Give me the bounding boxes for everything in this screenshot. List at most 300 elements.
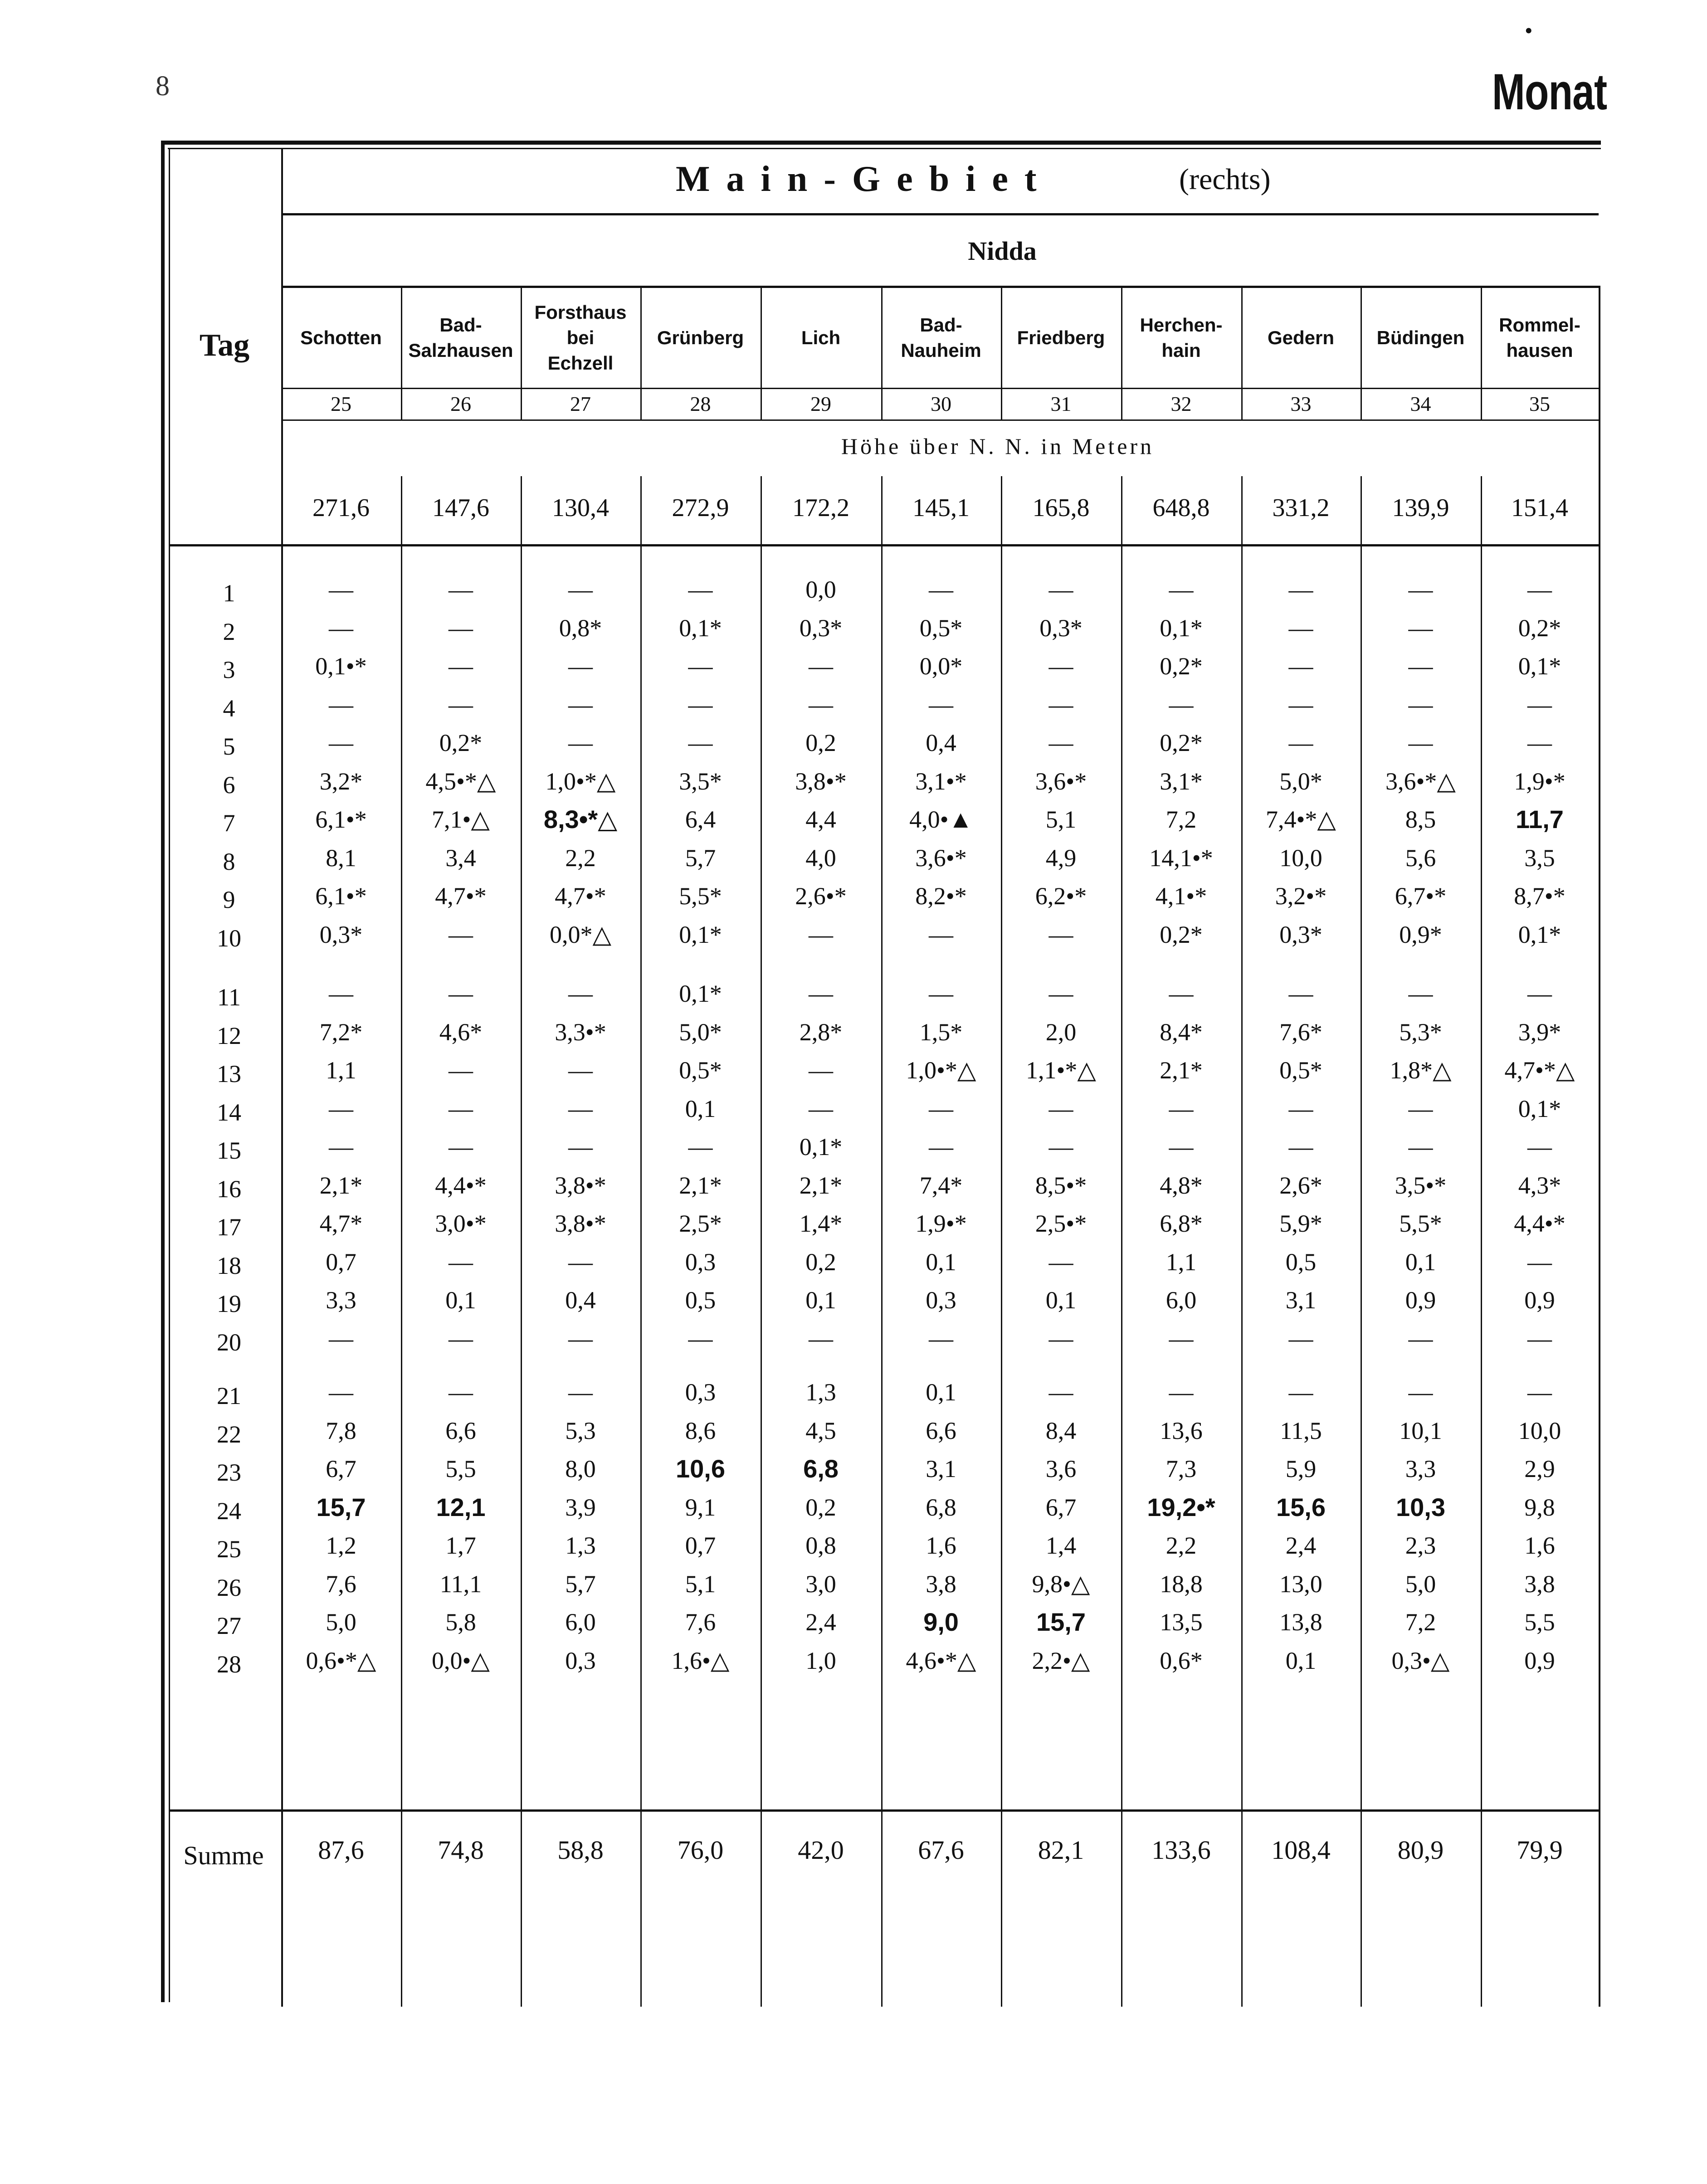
precip-cell: —	[1288, 1379, 1313, 1406]
elevation-label: Höhe über N. N. in Metern	[841, 434, 1155, 459]
precip-cell: —	[688, 1133, 713, 1160]
precip-cell: 4,0•▲	[909, 806, 973, 833]
precip-cell: —	[568, 576, 593, 603]
precip-cell: 0,1	[685, 1095, 716, 1122]
precip-cell: —	[1049, 1095, 1073, 1122]
precip-cell: 10,3	[1396, 1493, 1445, 1521]
precip-cell: 0,9	[1405, 1287, 1436, 1314]
day-column-header: Tag	[199, 328, 250, 363]
precip-cell: 3,3	[1405, 1455, 1436, 1482]
precip-cell: 0,0*△	[549, 921, 612, 948]
precip-cell: —	[1288, 653, 1313, 680]
precip-cell: 3,1	[926, 1455, 956, 1482]
precip-cell: 6,1•*	[315, 882, 367, 910]
station-name: Friedberg	[1017, 327, 1105, 348]
precip-cell: 8,7•*	[1514, 882, 1566, 910]
precip-cell: —	[1408, 729, 1433, 756]
precip-cell: 1,6•△	[671, 1647, 730, 1674]
precip-cell: 14,1•*	[1149, 844, 1213, 872]
day-number: 8	[223, 848, 235, 875]
day-number: 5	[223, 733, 235, 760]
day-number: 27	[217, 1612, 241, 1639]
precip-cell: 6,7	[326, 1455, 356, 1482]
precip-cell: 3,8•*	[555, 1172, 606, 1199]
precip-cell: —	[1527, 576, 1552, 603]
station-number: 30	[931, 392, 951, 415]
precip-cell: 1,1•*△	[1026, 1057, 1096, 1084]
precip-cell: —	[329, 576, 353, 603]
precip-cell: —	[568, 980, 593, 1007]
day-number: 9	[223, 886, 235, 913]
precip-cell: 1,0•*△	[906, 1057, 976, 1084]
station-name: Forsthaus bei Echzell	[534, 302, 627, 374]
precip-cell: 0,0•△	[432, 1647, 490, 1674]
precip-cell: 0,3*	[799, 614, 843, 642]
station-name: Schotten	[300, 327, 382, 348]
precip-cell: 0,3	[565, 1647, 596, 1674]
precip-cell: 1,5*	[919, 1019, 963, 1046]
precip-cell: 0,2*	[1160, 729, 1203, 756]
precip-cell: —	[929, 921, 953, 948]
precip-cell: —	[1288, 576, 1313, 603]
precip-cell: 5,9*	[1279, 1210, 1322, 1237]
table-title-suffix: (rechts)	[1179, 163, 1271, 196]
day-number: 2	[223, 618, 235, 645]
precip-cell: 3,6	[1045, 1455, 1077, 1482]
station-name: Büdingen	[1376, 327, 1465, 348]
precip-cell: 9,8•△	[1032, 1570, 1090, 1598]
station-number: 31	[1050, 392, 1072, 415]
precip-cell: 11,7	[1516, 805, 1564, 834]
precip-cell: —	[1169, 1325, 1194, 1352]
precip-cell: —	[1288, 980, 1313, 1007]
precip-cell: 0,2	[805, 1494, 836, 1521]
precip-cell: —	[1527, 1325, 1552, 1352]
precip-cell: 0,2*	[1160, 921, 1203, 948]
precip-cell: 4,9	[1045, 844, 1077, 872]
precip-cell: 0,0*	[919, 653, 963, 680]
precip-cell: 0,0	[805, 576, 836, 603]
day-number: 22	[217, 1421, 241, 1448]
precip-cell: 7,6*	[1279, 1019, 1322, 1046]
precip-cell: 5,1	[1045, 806, 1077, 833]
precip-cell: —	[1049, 980, 1073, 1007]
station-elevation: 151,4	[1511, 494, 1568, 522]
precip-cell: 19,2•*	[1147, 1493, 1215, 1521]
grid-line	[169, 148, 170, 2002]
precip-cell: 5,0*	[1279, 768, 1322, 795]
station-number: 35	[1529, 392, 1550, 415]
precip-cell: 1,8*△	[1390, 1057, 1452, 1084]
grid-line	[169, 544, 1599, 546]
precip-cell: 13,5	[1160, 1609, 1203, 1636]
precip-cell: —	[1408, 653, 1433, 680]
station-number: 25	[331, 392, 351, 415]
precip-cell: 4,0	[805, 844, 836, 872]
station-name: Lich	[801, 327, 841, 348]
precip-cell: —	[1288, 729, 1313, 756]
sum-cell: 82,1	[1038, 1835, 1084, 1865]
precip-cell: 4,3*	[1518, 1172, 1561, 1199]
day-number: 12	[217, 1022, 241, 1049]
precip-cell: —	[929, 1325, 953, 1352]
day-number: 16	[217, 1175, 241, 1203]
precip-cell: 0,1	[805, 1287, 836, 1314]
precip-cell: 4,7*	[319, 1210, 363, 1237]
precip-cell: 6,8*	[1160, 1210, 1203, 1237]
precip-cell: 0,9*	[1399, 921, 1442, 948]
precip-cell: 8,4	[1045, 1417, 1077, 1444]
precip-cell: —	[1169, 691, 1194, 718]
month-label: Monat	[1492, 63, 1607, 120]
precip-cell: —	[809, 1057, 833, 1084]
day-number: 18	[217, 1252, 241, 1279]
station-name: Gedern	[1267, 327, 1335, 348]
station-number: 28	[690, 392, 711, 415]
precip-cell: —	[329, 691, 353, 718]
precip-cell: —	[809, 921, 833, 948]
precip-cell: 5,7	[685, 844, 716, 872]
precip-cell: 11,5	[1280, 1417, 1322, 1444]
precip-cell: 5,3*	[1399, 1019, 1442, 1046]
precip-cell: 5,7	[565, 1570, 596, 1598]
precip-cell: —	[449, 1095, 473, 1122]
station-number: 32	[1171, 392, 1192, 415]
sum-cell: 42,0	[798, 1835, 844, 1865]
precip-cell: 4,7•*	[555, 882, 606, 910]
day-number: 23	[217, 1459, 241, 1486]
precip-cell: —	[1169, 1379, 1194, 1406]
grid-line	[161, 141, 165, 2002]
precip-cell: 7,3	[1166, 1455, 1197, 1482]
precip-cell: 0,3•△	[1391, 1647, 1450, 1674]
precip-cell: 6,0	[565, 1609, 596, 1636]
precip-cell: 0,9	[1524, 1647, 1555, 1674]
precip-cell: 1,9•*	[1514, 768, 1566, 795]
precip-cell: 2,3	[1405, 1532, 1436, 1559]
precip-cell: 1,3	[565, 1532, 596, 1559]
precip-cell: 15,7	[1036, 1608, 1086, 1636]
precip-cell: 8,5•*	[1035, 1172, 1087, 1199]
station-elevation: 648,8	[1152, 494, 1210, 522]
sum-cell: 108,4	[1271, 1835, 1331, 1865]
precip-cell: —	[1527, 1379, 1552, 1406]
precip-cell: —	[1049, 653, 1073, 680]
precip-cell: 1,6	[1524, 1532, 1555, 1559]
precip-cell: 2,1*	[319, 1172, 363, 1199]
precip-cell: —	[1049, 729, 1073, 756]
precip-cell: 7,8	[326, 1417, 356, 1444]
precip-cell: —	[688, 729, 713, 756]
precip-cell: 5,5	[445, 1455, 476, 1482]
precip-cell: 12,1	[436, 1493, 486, 1521]
precip-cell: —	[449, 614, 473, 642]
precip-cell: —	[1049, 1248, 1073, 1276]
day-number: 20	[217, 1329, 241, 1356]
precip-cell: 5,5*	[679, 882, 722, 910]
precip-cell: —	[1408, 614, 1433, 642]
precip-cell: 3,3	[326, 1287, 356, 1314]
precip-cell: 0,1*	[1518, 921, 1561, 948]
precip-cell: 5,5*	[1399, 1210, 1442, 1237]
sum-cell: 79,9	[1517, 1835, 1563, 1865]
precip-cell: 1,4*	[799, 1210, 843, 1237]
precip-cell: 13,8	[1279, 1609, 1322, 1636]
station-elevation: 165,8	[1032, 494, 1090, 522]
precip-cell: —	[449, 1325, 473, 1352]
precip-cell: —	[568, 1325, 593, 1352]
precip-cell: 15,7	[316, 1493, 366, 1521]
precip-cell: 1,2	[326, 1532, 356, 1559]
day-number: 24	[217, 1497, 241, 1525]
precip-cell: —	[929, 576, 953, 603]
precip-cell: —	[688, 653, 713, 680]
precip-cell: —	[329, 980, 353, 1007]
precip-cell: 3,9*	[1518, 1019, 1561, 1046]
precip-cell: 10,0	[1279, 844, 1322, 872]
precip-cell: 8,2•*	[915, 882, 967, 910]
precip-cell: —	[1527, 691, 1552, 718]
precip-cell: 0,9	[1524, 1287, 1555, 1314]
precip-cell: 8,3•*△	[543, 805, 618, 834]
precip-cell: 11,1	[439, 1570, 482, 1598]
precip-cell: 0,5*	[679, 1057, 722, 1084]
station-elevation: 172,2	[792, 494, 849, 522]
precip-cell: 0,1	[926, 1248, 956, 1276]
precip-cell: 0,3*	[1039, 614, 1083, 642]
precip-cell: 0,7	[326, 1248, 356, 1276]
precip-cell: —	[809, 653, 833, 680]
grid-line	[1599, 286, 1600, 2007]
precip-cell: —	[1049, 691, 1073, 718]
precip-cell: 3,6•*△	[1385, 768, 1456, 795]
precip-cell: 2,5*	[679, 1210, 722, 1237]
precip-cell: —	[1408, 576, 1433, 603]
precip-cell: —	[329, 1379, 353, 1406]
sum-cell: 74,8	[438, 1835, 484, 1865]
precip-cell: 2,2	[1166, 1532, 1197, 1559]
precip-cell: 0,1*	[679, 921, 722, 948]
precip-cell: 3,8•*	[795, 768, 847, 795]
day-number: 4	[223, 695, 235, 722]
precip-cell: 4,7•*△	[1504, 1057, 1575, 1084]
precip-cell: —	[449, 653, 473, 680]
precip-cell: 5,6	[1405, 844, 1436, 872]
grid-line	[281, 388, 1599, 389]
precip-cell: 4,5	[805, 1417, 836, 1444]
page-number: 8	[156, 71, 170, 102]
day-number: 3	[223, 656, 235, 683]
precip-cell: 0,4	[565, 1287, 596, 1314]
precip-cell: 0,6•*△	[306, 1647, 376, 1674]
precip-cell: 3,8•*	[555, 1210, 606, 1237]
precip-cell: —	[329, 614, 353, 642]
precip-cell: 7,4•*△	[1266, 806, 1336, 833]
precip-cell: 3,5*	[679, 768, 722, 795]
precip-cell: —	[1527, 1248, 1552, 1276]
precip-cell: 1,0•*△	[545, 768, 616, 795]
station-elevation: 271,6	[312, 494, 370, 522]
station-name: Bad- Salzhausen	[408, 314, 513, 361]
precip-cell: 4,8*	[1160, 1172, 1203, 1199]
precip-cell: —	[809, 1325, 833, 1352]
station-name: Grünberg	[657, 327, 744, 348]
precip-cell: —	[568, 1379, 593, 1406]
precip-cell: —	[929, 980, 953, 1007]
precip-cell: —	[1049, 1379, 1073, 1406]
grid-line	[168, 148, 1601, 149]
sum-cell: 87,6	[318, 1835, 364, 1865]
precip-cell: 0,3*	[1279, 921, 1322, 948]
precip-cell: 7,4*	[919, 1172, 963, 1199]
station-number: 26	[450, 392, 471, 415]
precip-cell: —	[329, 729, 353, 756]
sum-cell: 133,6	[1151, 1835, 1211, 1865]
precip-cell: 0,5*	[919, 614, 963, 642]
precip-cell: 10,6	[676, 1454, 725, 1483]
grid-line	[161, 141, 1601, 145]
precip-cell: 3,8	[926, 1570, 956, 1598]
station-elevation: 145,1	[912, 494, 970, 522]
precip-cell: —	[1049, 921, 1073, 948]
station-name: Rommel- hausen	[1499, 314, 1580, 361]
day-number: 1	[223, 580, 235, 607]
precip-cell: 6,7	[1045, 1494, 1077, 1521]
precip-cell: 9,1	[685, 1494, 716, 1521]
precip-cell: 4,4	[805, 806, 836, 833]
precip-cell: —	[1169, 1133, 1194, 1160]
precip-cell: 8,0	[565, 1455, 596, 1482]
precip-cell: 0,1*	[679, 614, 722, 642]
precip-cell: 2,4	[1285, 1532, 1317, 1559]
precip-cell: —	[1049, 1325, 1073, 1352]
precip-cell: 10,0	[1518, 1417, 1561, 1444]
precip-cell: 6,1•*	[315, 806, 367, 833]
precip-cell: —	[568, 1057, 593, 1084]
precip-cell: 6,2•*	[1035, 882, 1087, 910]
precip-cell: —	[1408, 691, 1433, 718]
precip-cell: 9,0	[923, 1608, 959, 1636]
precip-cell: —	[1169, 980, 1194, 1007]
precip-cell: 4,4•*	[1514, 1210, 1566, 1237]
precip-cell: —	[688, 576, 713, 603]
precip-cell: —	[1408, 1379, 1433, 1406]
sum-cell: 80,9	[1397, 1835, 1444, 1865]
precip-cell: —	[449, 1133, 473, 1160]
precip-cell: 3,3•*	[555, 1019, 606, 1046]
precip-cell: 0,3*	[319, 921, 363, 948]
precip-cell: 0,2	[805, 729, 836, 756]
precip-cell: 2,2	[565, 844, 596, 872]
precip-cell: —	[809, 980, 833, 1007]
precip-cell: 5,0*	[679, 1019, 722, 1046]
station-name: Herchen- hain	[1140, 314, 1223, 361]
precip-cell: 3,1	[1285, 1287, 1317, 1314]
precip-cell: 2,1*	[679, 1172, 722, 1199]
precip-cell: —	[329, 1133, 353, 1160]
precip-cell: —	[1527, 980, 1552, 1007]
precip-cell: —	[929, 1095, 953, 1122]
precip-cell: —	[809, 691, 833, 718]
precip-cell: —	[1408, 980, 1433, 1007]
precip-cell: 0,2*	[439, 729, 483, 756]
precip-cell: —	[809, 1095, 833, 1122]
station-elevation: 331,2	[1272, 494, 1330, 522]
precip-cell: 1,4	[1045, 1532, 1077, 1559]
precip-cell: 0,7	[685, 1532, 716, 1559]
day-number: 7	[223, 809, 235, 837]
precip-cell: 3,2•*	[1275, 882, 1327, 910]
station-number: 27	[570, 392, 591, 415]
precip-cell: —	[449, 1379, 473, 1406]
precip-cell: 8,5	[1405, 806, 1436, 833]
precip-cell: 2,9	[1524, 1455, 1555, 1482]
precip-cell: —	[329, 1325, 353, 1352]
precip-cell: 2,0	[1045, 1019, 1077, 1046]
precip-cell: 7,6	[685, 1609, 716, 1636]
day-number: 15	[217, 1137, 241, 1164]
precip-cell: —	[449, 1248, 473, 1276]
precip-cell: —	[449, 921, 473, 948]
precip-cell: 3,6•*	[915, 844, 967, 872]
precip-cell: 8,1	[326, 844, 356, 872]
precip-cell: —	[1288, 691, 1313, 718]
precip-cell: 4,4•*	[435, 1172, 487, 1199]
precip-cell: 1,7	[445, 1532, 476, 1559]
precip-cell: 0,1*	[1160, 614, 1203, 642]
precip-cell: 10,1	[1399, 1417, 1442, 1444]
precip-cell: 1,1	[1166, 1248, 1197, 1276]
precip-cell: —	[1408, 1325, 1433, 1352]
precip-cell: 6,8	[803, 1454, 839, 1483]
precip-cell: —	[568, 729, 593, 756]
precip-cell: 6,6	[926, 1417, 956, 1444]
day-number: 11	[217, 984, 241, 1011]
day-number: 14	[217, 1099, 241, 1126]
precip-cell: 4,7•*	[435, 882, 487, 910]
day-number: 25	[217, 1536, 241, 1563]
precip-cell: 7,1•△	[432, 806, 490, 833]
precip-cell: 7,2	[1166, 806, 1197, 833]
station-number: 29	[810, 392, 831, 415]
precip-cell: 3,6•*	[1035, 768, 1087, 795]
sum-cell: 67,6	[918, 1835, 964, 1865]
precip-cell: —	[1408, 1095, 1433, 1122]
precip-cell: 2,1*	[799, 1172, 843, 1199]
precip-cell: 0,1	[445, 1287, 476, 1314]
precip-cell: 18,8	[1160, 1570, 1203, 1598]
precip-cell: —	[929, 691, 953, 718]
precip-cell: 3,9	[565, 1494, 596, 1521]
precip-cell: 4,6•*△	[906, 1647, 976, 1674]
precip-cell: 2,6*	[1279, 1172, 1322, 1199]
precip-cell: —	[1288, 1095, 1313, 1122]
precip-cell: —	[1049, 1133, 1073, 1160]
precip-cell: 2,8*	[799, 1019, 843, 1046]
precip-cell: 6,7•*	[1395, 882, 1447, 910]
precip-cell: 0,1*	[799, 1133, 843, 1160]
station-number: 33	[1290, 392, 1312, 415]
precip-cell: —	[568, 1133, 593, 1160]
precip-cell: —	[568, 1095, 593, 1122]
precip-cell: 0,2*	[1160, 653, 1203, 680]
precip-cell: 4,5•*△	[425, 768, 496, 795]
precip-cell: 2,1*	[1160, 1057, 1203, 1084]
sum-label: Summe	[183, 1841, 264, 1870]
precip-cell: 0,1	[1285, 1647, 1317, 1674]
precip-cell: 1,0	[805, 1647, 836, 1674]
precip-cell: 3,1*	[1160, 768, 1203, 795]
